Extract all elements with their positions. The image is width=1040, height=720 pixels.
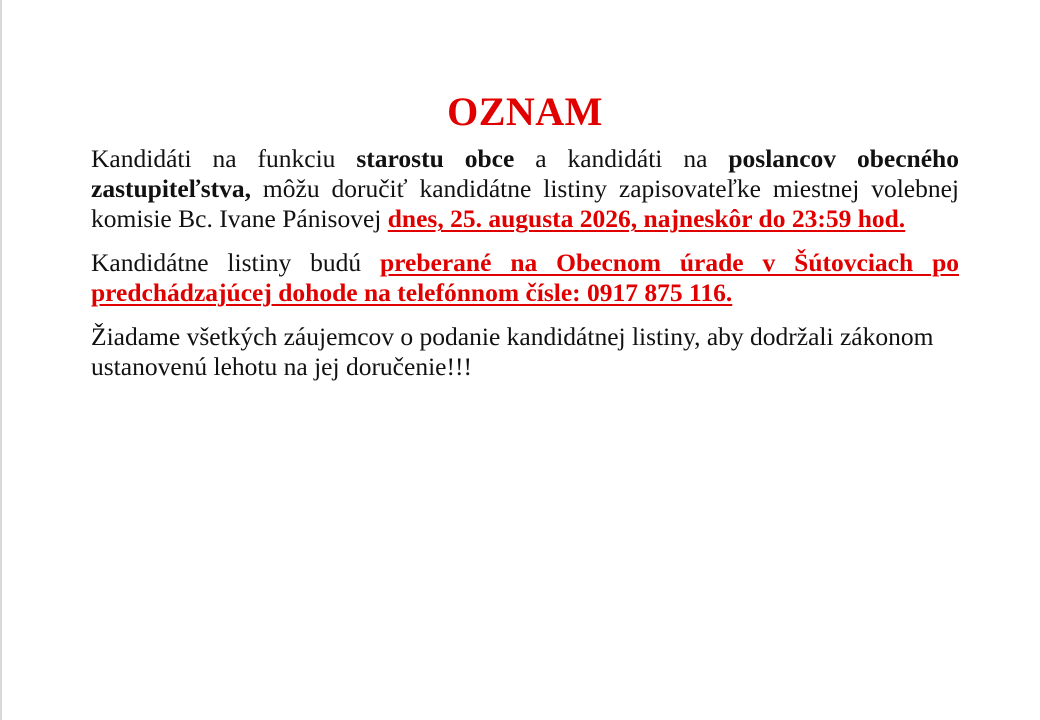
paragraph-candidates [91, 144, 959, 234]
notice-title: OZNAM [447, 89, 603, 134]
paragraph-submission [91, 248, 959, 308]
p1-bold-mayor: starostu obce [356, 144, 515, 173]
p1-text-1: Kandidáti na funkciu [91, 144, 357, 173]
p2-location-phone: preberané na Obecnom úrade v Šútovciach po predchádzajúcej dohode na telefónnom čísle: 0917 875 116. [91, 248, 959, 307]
p1-deadline: dnes, 25. augusta 2026, najneskôr do 23:59 hod. [387, 204, 906, 233]
p1-text-3: môžu doručiť kandidátne listiny zapisovateľke miestnej volebnej komisie Bc. Ivane Pánisovej [91, 174, 959, 233]
p1-bold-council: poslancov obecného zastupiteľstva, [91, 144, 959, 203]
paragraph-request: Žiadame všetkých záujemcov o podanie kandidátnej listiny, aby dodržali zákonom ustanovenú lehotu na jej doručenie!!! [91, 322, 934, 381]
p2-text-1: Kandidátne listiny budú [91, 248, 380, 277]
p1-text-2: a kandidáti na [514, 144, 729, 173]
notice-content [91, 86, 959, 396]
